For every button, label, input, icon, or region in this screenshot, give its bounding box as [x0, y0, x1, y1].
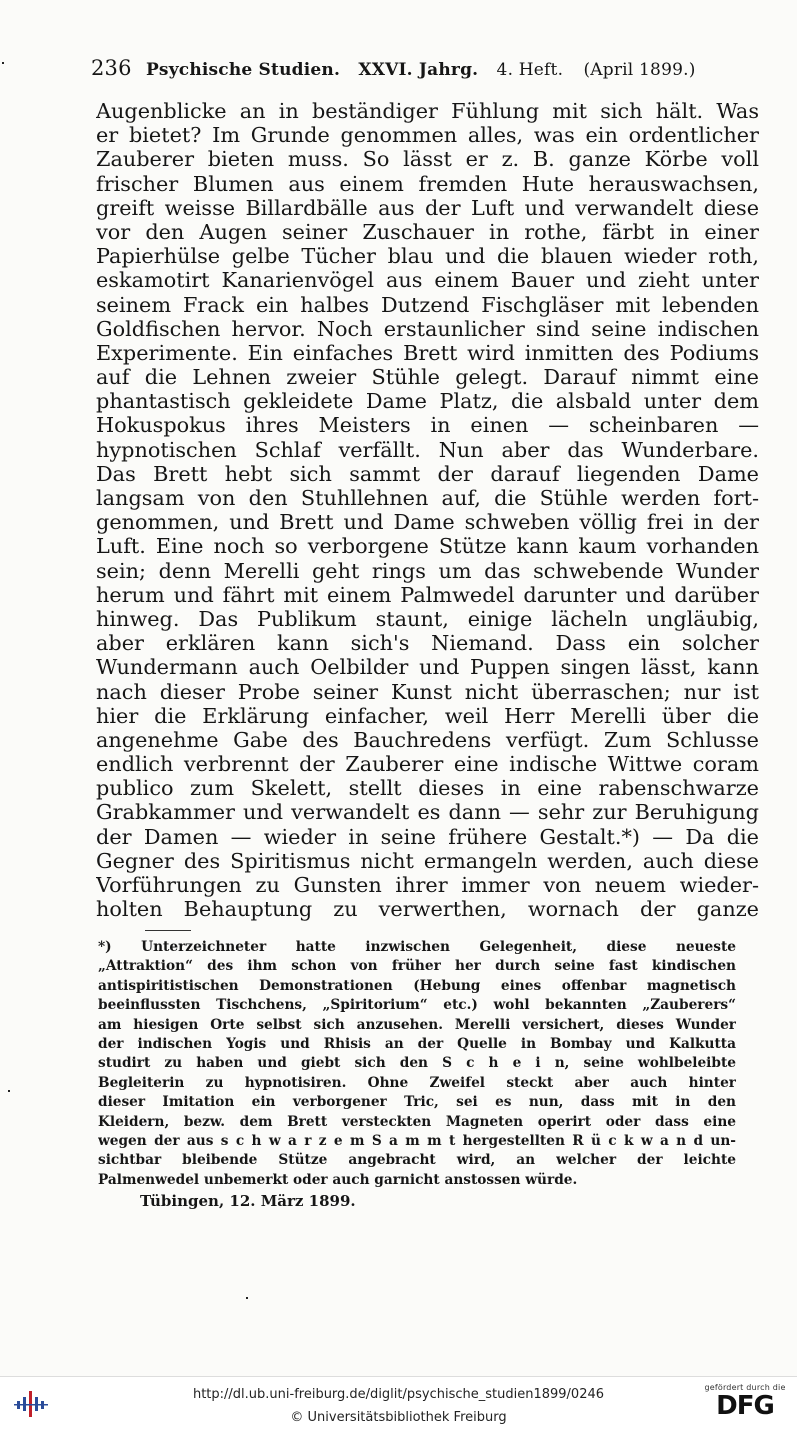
- issue-date: (April 1899.): [583, 60, 696, 80]
- scan-speck: [2, 62, 4, 64]
- text-line: angenehme Gabe des Bauchredens verfügt. Zum Schlusse: [96, 727, 759, 752]
- footnote-line: beeinflussten Tischchens, „Spiritorium“ etc.) wohl bekannten „Zauberers“: [98, 997, 736, 1014]
- text-line: genommen, und Brett und Dame schweben völlig frei in der: [96, 510, 759, 535]
- text-line: herum und fährt mit einem Palmwedel darunter und darüber: [96, 582, 759, 607]
- footnote-line: *) Unterzeichneter hatte inzwischen Gelegenheit, diese neueste: [98, 939, 736, 955]
- text-line: greift weisse Billardbälle aus der Luft und verwandelt diese: [96, 195, 759, 220]
- text-line: Vorführungen zu Gunsten ihrer immer von neuem wieder-: [96, 873, 759, 897]
- footnote-line: Palmenwedel unbemerkt oder auch garnicht anstossen würde.: [98, 1171, 578, 1188]
- footnote-line: der indischen Yogis und Rhisis an der Quelle in Bombay und Kalkutta: [98, 1035, 736, 1052]
- text-line: aber erklären kann sich's Niemand. Dass ein solcher: [96, 631, 759, 656]
- text-line: seinem Frack ein halbes Dutzend Fischgläser mit lebenden: [96, 292, 759, 317]
- text-line: nach dieser Probe seiner Kunst nicht überraschen; nur ist: [96, 679, 759, 704]
- copyright-notice: © Universitätsbibliothek Freiburg: [290, 1410, 507, 1425]
- dfg-logo[interactable]: [700, 1383, 790, 1425]
- dfg-caption: gefördert durch die: [704, 1383, 786, 1392]
- footnote-line: sichtbar bleibende Stütze angebracht wird, an welcher der leichte: [98, 1152, 736, 1169]
- footnote-line: antispiritistischen Demonstrationen (Hebung eines offenbar magnetisch: [98, 977, 736, 994]
- body-text: [96, 99, 759, 921]
- text-line: auf die Lehnen zweier Stühle gelegt. Darauf nimmt eine: [96, 365, 759, 390]
- text-line: hinweg. Das Publikum staunt, einige lächeln ungläubig,: [96, 606, 759, 631]
- text-line: sein; denn Merelli geht rings um das schwebende Wunder: [96, 558, 759, 583]
- running-header: [91, 56, 696, 80]
- text-line: Luft. Eine noch so verborgene Stütze kann kaum vorhanden: [96, 534, 759, 559]
- text-line: Augenblicke an in beständiger Fühlung mit sich hält. Was: [96, 99, 759, 123]
- text-line: Wundermann auch Oelbilder und Puppen singen lässt, kann: [96, 655, 759, 680]
- issue-label: 4. Heft.: [496, 60, 564, 80]
- scan-speck: [8, 1090, 10, 1092]
- text-line: Goldfischen hervor. Noch erstaunlicher sind seine indischen: [96, 316, 759, 341]
- text-line: er bietet? Im Grunde genommen alles, was ein ordentlicher: [96, 123, 759, 148]
- text-line: vor den Augen seiner Zuschauer in rothe, färbt in einer: [96, 219, 759, 244]
- dfg-logo-icon: DFG: [716, 1391, 774, 1421]
- footnote: [98, 938, 736, 1190]
- text-line: frischer Blumen aus einem fremden Hute herauswachsen,: [96, 171, 759, 196]
- footnote-line: dieser Imitation ein verborgener Tric, sei es nun, dass mit in den: [98, 1094, 736, 1111]
- permalink-url[interactable]: http://dl.ub.uni-freiburg.de/diglit/psychische_studien1899/0246: [192, 1387, 605, 1402]
- text-line: Grabkammer und verwandelt es dann — sehr zur Beruhigung: [96, 800, 759, 825]
- footnote-line: am hiesigen Orte selbst sich anzusehen. Merelli versichert, dieses Wunder: [98, 1016, 736, 1033]
- footnote-line: wegen der aus s c h w a r z e m S a m m t hergestellten R ü c k w a n d un-: [98, 1132, 736, 1149]
- text-line: Papierhülse gelbe Tücher blau und die blauen wieder roth,: [96, 244, 759, 269]
- text-line: phantastisch gekleidete Dame Platz, die alsbald unter dem: [96, 389, 759, 414]
- text-line: Hokuspokus ihres Meisters in einen — scheinbaren —: [96, 413, 759, 438]
- text-line: Das Brett hebt sich sammt der darauf liegenden Dame: [96, 461, 759, 486]
- page-number: 236: [91, 56, 132, 80]
- text-line: Experimente. Ein einfaches Brett wird inmitten des Podiums: [96, 340, 759, 365]
- text-line: Zauberer bieten muss. So lässt er z. B. ganze Körbe voll: [96, 147, 759, 172]
- footnote-rule: [145, 930, 191, 931]
- text-line: der Damen — wieder in seine frühere Gestalt.*) — Da die: [96, 824, 759, 849]
- text-line: hypnotischen Schlaf verfällt. Nun aber das Wunderbare.: [96, 437, 759, 462]
- footnote-line: „Attraktion“ des ihm schon von früher her durch seine fast kindischen: [98, 958, 736, 975]
- text-line: endlich verbrennt der Zauberer eine indische Wittwe coram: [96, 752, 759, 777]
- volume-label: XXVI. Jahrg.: [358, 60, 479, 80]
- text-line: publico zum Skelett, stellt dieses in eine rabenschwarze: [96, 776, 759, 801]
- scan-speck: [246, 1297, 248, 1299]
- footnote-signature: Tübingen, 12. März 1899.: [140, 1192, 356, 1210]
- text-line: Gegner des Spiritismus nicht ermangeln werden, auch diese: [96, 848, 759, 873]
- footnote-line: studirt zu haben und giebt sich den S c h e i n, seine wohlbeleibte: [98, 1055, 736, 1072]
- text-line: hier die Erklärung einfacher, weil Herr Merelli über die: [96, 703, 759, 728]
- footnote-line: Kleidern, bezw. dem Brett versteckten Magneten operirt oder dass eine: [98, 1113, 736, 1130]
- footnote-line: Begleiterin zu hypnotisiren. Ohne Zweifel steckt aber auch hinter: [98, 1074, 736, 1091]
- journal-title: Psychische Studien.: [145, 60, 341, 80]
- text-line: langsam von den Stuhllehnen auf, die Stühle werden fort-: [96, 486, 759, 510]
- text-line: eskamotirt Kanarienvögel aus einem Bauer und zieht unter: [96, 268, 759, 293]
- text-line: holten Behauptung zu verwerthen, wornach der ganze: [96, 897, 759, 922]
- viewer-footer: [0, 1376, 797, 1432]
